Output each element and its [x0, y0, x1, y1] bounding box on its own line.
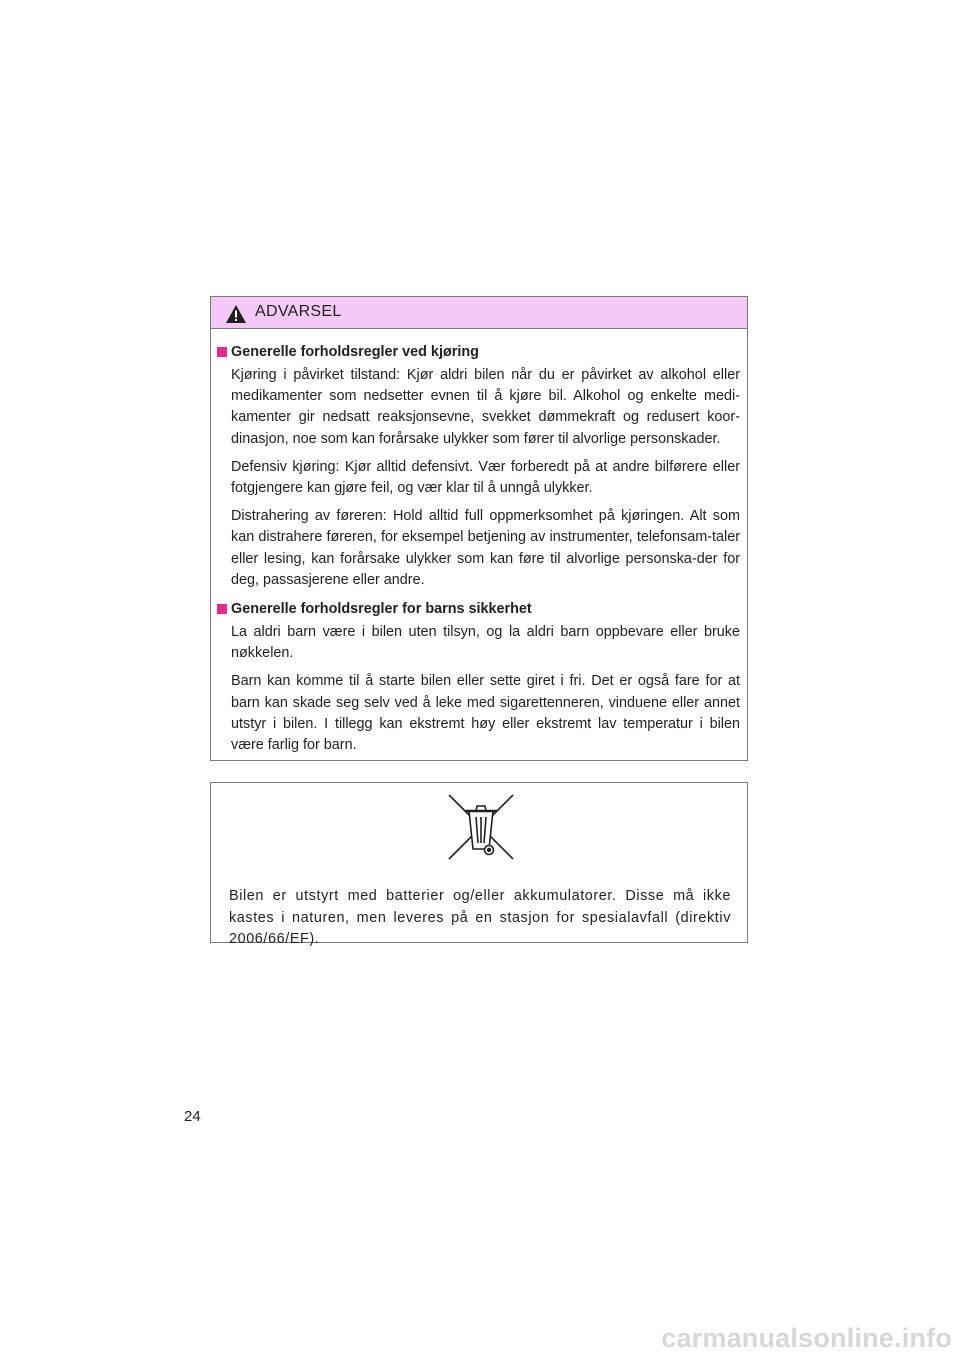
section-heading-driving — [217, 341, 740, 363]
warning-body — [211, 329, 747, 756]
warning-triangle-icon — [225, 304, 247, 324]
page-number: 24 — [184, 1108, 201, 1125]
battery-disposal-text: Bilen er utstyrt med batterier og/eller akkumulatorer. Disse må ikke kastes i naturen, men leveres på en stasjon for spesialavfall (direktiv 2006/66/EF). — [229, 888, 731, 947]
warning-box — [210, 296, 748, 761]
section-heading-child-safety — [217, 598, 740, 620]
warning-header — [211, 297, 747, 329]
paragraph-driver-distraction: Distrahering av føreren: Hold alltid full oppmerksomhet på kjøringen. Alt som kan distrahere føreren, for eksempel betjening av instrumenter, telefonsam-taler eller lesing, kan forårsake ulykker som kan føre til alvorlige personska-der for deg, passasjerene eller andre. — [231, 508, 740, 588]
watermark: carmanualsonline.info — [661, 1323, 952, 1353]
square-bullet-icon — [217, 347, 227, 357]
crossed-out-wheelie-bin-icon — [447, 793, 515, 861]
section-heading-text: Generelle forholdsregler for barns sikkerhet — [231, 601, 532, 618]
paragraph-children-unattended: La aldri barn være i bilen uten tilsyn, og la aldri barn oppbevare eller bruke nøkkelen. — [231, 624, 740, 662]
paragraph-defensive-driving: Defensiv kjøring: Kjør alltid defensivt. Vær forberedt på at andre bilførere eller fotgjengere kan gjøre feil, og vær klar til å unngå ulykker. — [231, 458, 740, 497]
paragraph-children-hazards: Barn kan komme til å starte bilen eller sette giret i fri. Det er også fare for at barn kan skade seg selv ved å leke med sigarettenneren, vinduene eller annet utstyr i bilen. I tillegg kan ekstremt høy eller ekstremt lav temperatur i bilen være farlig for barn. — [231, 673, 740, 754]
section-heading-text: Generelle forholdsregler ved kjøring — [231, 344, 479, 360]
warning-title: ADVARSEL — [255, 303, 342, 320]
square-bullet-icon — [217, 604, 227, 614]
paragraph-impaired-driving: Kjøring i påvirket tilstand: Kjør aldri bilen når du er påvirket av alkohol eller medikamenter som nedsetter evnen til å kjøre bil. Alkohol og enkelte medi-kamenter gir nedsatt reaksjonsevne, svekket dømmekraft og redusert koor-dinasjon, noe som kan forårsake ulykker som fører til alvorlige personskader. — [231, 367, 740, 447]
battery-disposal-box — [210, 782, 748, 947]
